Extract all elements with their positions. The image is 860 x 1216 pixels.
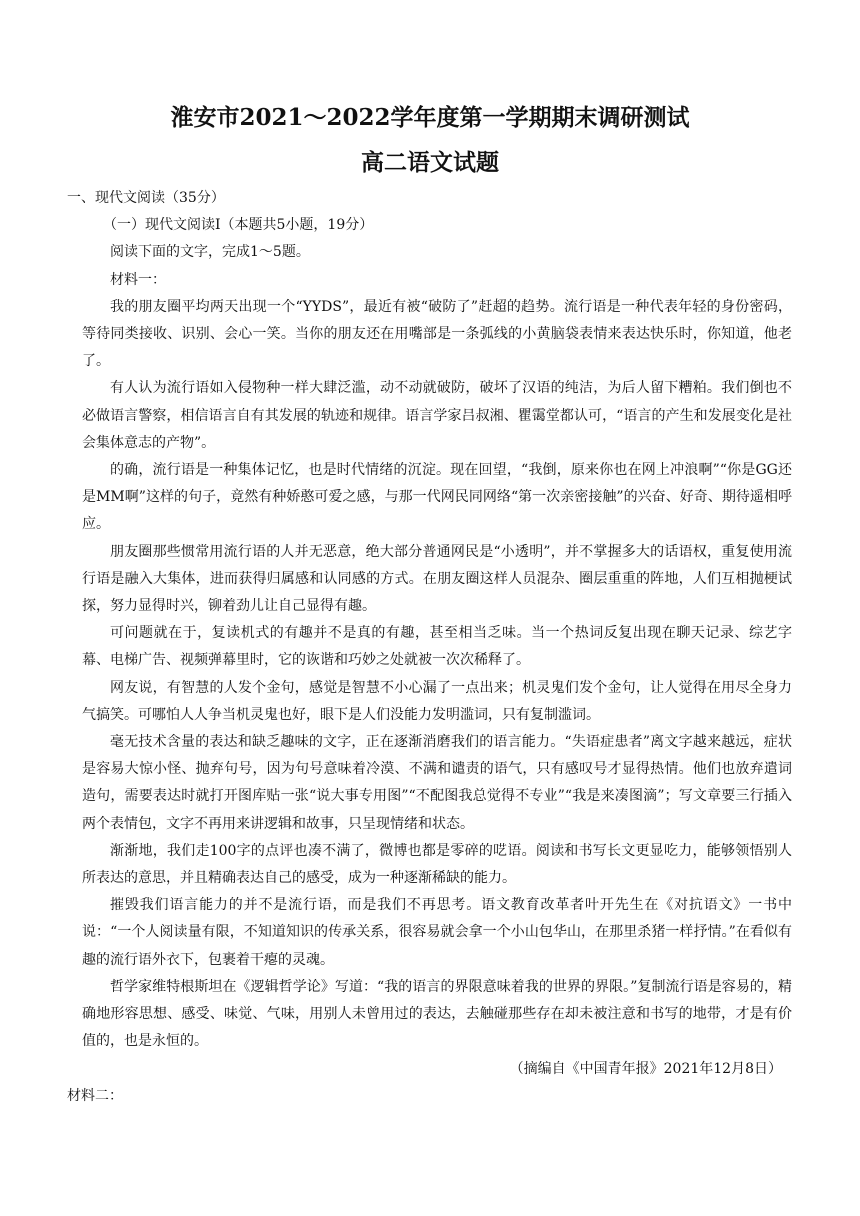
exam-body [67,185,792,1110]
source-citation: （摘编自《中国青年报》2021年12月8日） [509,1060,782,1077]
paragraph: 网友说，有智慧的人发个金句，感觉是智慧不小心漏了一点出来；机灵鬼们发个金句，让人觉得在用尽全身力气搞笑。可哪怕人人争当机灵鬼也好，眼下是人们没能力发明滥词，只有复制滥词。 [82,679,792,723]
paragraph: 可问题就在于，复读机式的有趣并不是真的有趣，甚至相当乏味。当一个热词反复出现在聊天记录、综艺字幕、电梯广告、视频弹幕里时，它的诙谐和巧妙之处就被一次次稀释了。 [82,625,792,669]
page-title: 淮安市2021～2022学年度第一学期期末调研测试 [170,104,690,131]
part-heading: 一、现代文阅读（35分） [67,190,225,206]
instruction-text: 阅读下面的文字，完成1～5题。 [110,244,310,261]
paragraph: 有人认为流行语如入侵物种一样大肆泛滥，动不动就破防，破坏了汉语的纯洁，为后人留下糟粕。我们倒也不必做语言警察，相信语言自有其发展的轨迹和规律。语言学家吕叔湘、瞿霭堂都认可，“语言的产生和发展变化是社会集体意志的产物”。 [82,380,792,451]
paragraph: 渐渐地，我们走100字的点评也凑不满了，微博也都是零碎的呓语。阅读和书写长文更显吃力，能够领悟别人所表达的意思，并且精确表达自己的感受，成为一种逐渐稀缺的能力。 [82,842,792,887]
page-subtitle: 高二语文试题 [361,149,499,176]
paragraph: 摧毁我们语言能力的并不是流行语，而是我们不再思考。语文教育改革者叶开先生在《对抗语文》一书中说：“一个人阅读量有限，不知道知识的传承关系，很容易就会拿一个小山包华山，在那里杀猪一样抒情。”在看似有趣的流行语外衣下，包裹着干瘪的灵魂。 [82,897,792,968]
paragraph: 哲学家维特根斯坦在《逻辑哲学论》写道：“我的语言的界限意味着我的世界的界限。”复制流行语是容易的，精确地形容思想、感受、味觉、气味，用别人未曾用过的表达，去触碰那些存在却未被注意和书写的地带，才是有价值的，也是永恒的。 [82,978,792,1050]
paragraph: 我的朋友圈平均两天出现一个“YYDS”，最近有被“破防了”赶超的趋势。流行语是一种代表年轻的身份密码，等待同类接收、识别、会心一笑。当你的朋友还在用嘴部是一条弧线的小黄脑袋表情来表达快乐时，你知道，他老了。 [82,298,792,370]
paragraph: 朋友圈那些惯常用流行语的人并无恶意，绝大部分普通网民是“小透明”，并不掌握多大的话语权，重复使用流行语是融入大集体，进而获得归属感和认同感的方式。在朋友圈这样人员混杂、圈层重重的阵地，人们互相抛梗试探，努力显得时兴，铆着劲儿让自己显得有趣。 [82,543,792,615]
material-label: 材料二： [67,1087,123,1104]
paragraph: 毫无技术含量的表达和缺乏趣味的文字，正在逐渐消磨我们的语言能力。“失语症患者”离文字越来越远，症状是容易大惊小怪、抛弃句号，因为句号意味着冷漠、不满和谴责的语气，只有感叹号才显得热情。他们也放弃遣词造句，需要表达时就打开图库贴一张“说大事专用图”“不配图我总觉得不专业”“我是来凑图滴”；写文章要三行插入两个表情包，文字不再用来讲逻辑和故事，只呈现情绪和状态。 [82,734,792,832]
section-heading: （一）现代文阅读Ⅰ（本题共5小题，19分） [103,217,374,234]
material-label: 材料一： [110,271,166,288]
paragraph: 的确，流行语是一种集体记忆，也是时代情绪的沉淀。现在回望，“我倒，原来你也在网上冲浪啊”“你是GG还是MM啊”这样的句子，竟然有种娇憨可爱之感，与那一代网民同网络“第一次亲密接触”的兴奋、好奇、期待遥相呼应。 [82,462,792,533]
